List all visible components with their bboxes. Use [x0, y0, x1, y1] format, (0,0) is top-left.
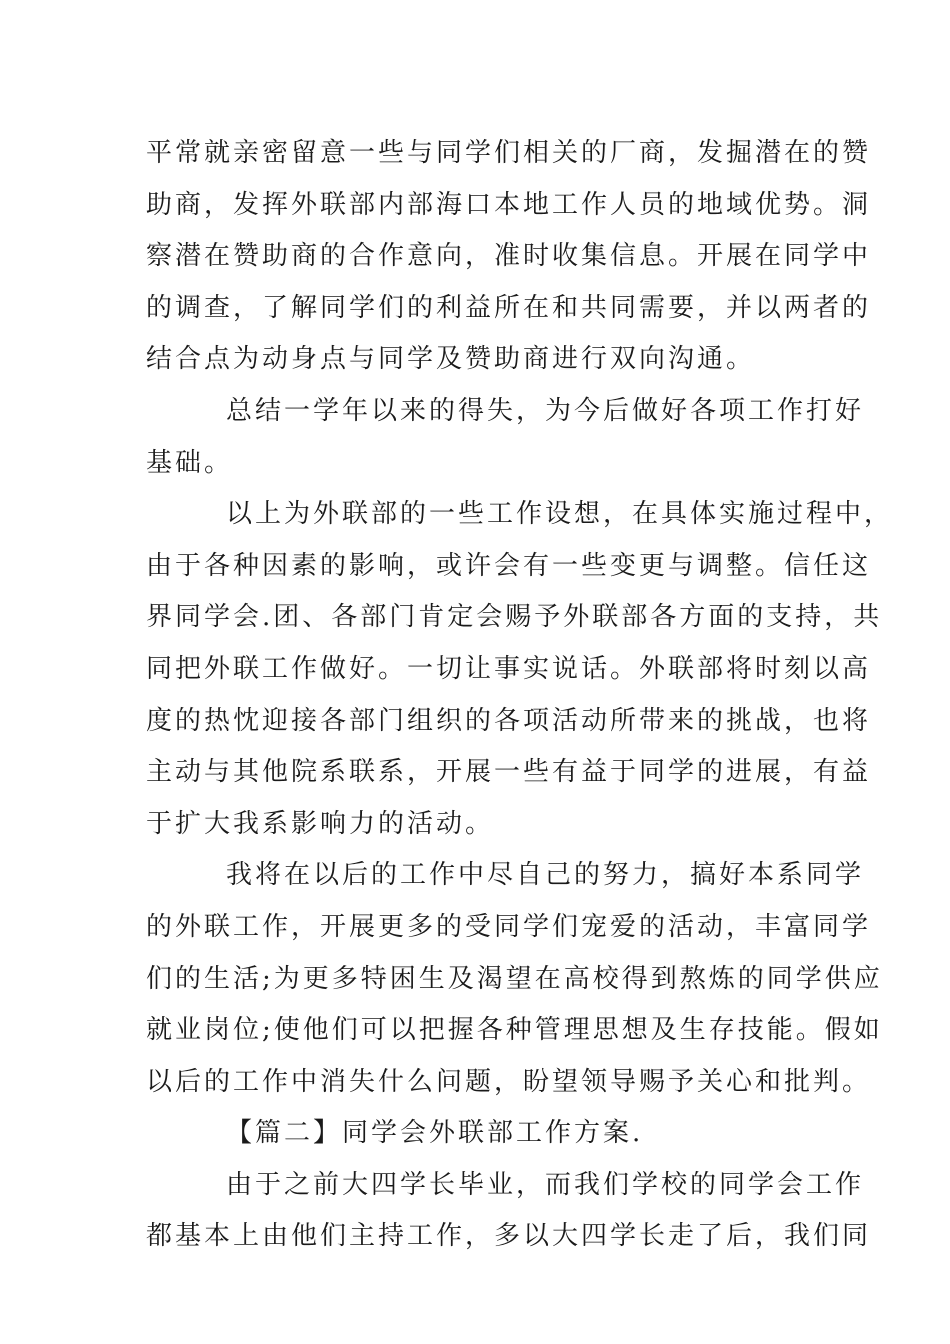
text-line: 由于之前大四学长毕业，而我们学校的同学会工作	[226, 1169, 865, 1200]
text-line: 以后的工作中消失什么问题，盼望领导赐予关心和批判。	[146, 1066, 872, 1097]
text-line: 总结一学年以来的得失，为今后做好各项工作打好	[226, 395, 865, 426]
text-line: 以上为外联部的一些工作设想，在具体实施过程中，	[226, 499, 894, 530]
text-line: 都基本上由他们主持工作，多以大四学长走了后，我们同	[146, 1221, 872, 1252]
text-line: 于扩大我系影响力的活动。	[146, 808, 495, 839]
text-line: 我将在以后的工作中尽自己的努力，搞好本系同学	[226, 860, 865, 891]
text-line: 同把外联工作做好。一切让事实说话。外联部将时刻以高	[146, 653, 872, 684]
document-body	[146, 128, 894, 1263]
text-line: 助商，发挥外联部内部海口本地工作人员的地域优势。洞	[146, 189, 872, 220]
text-line: 基础。	[146, 447, 234, 478]
text-line: 的调查，了解同学们的利益所在和共同需要，并以两者的	[146, 292, 872, 323]
text-line: 界同学会.团、各部门肯定会赐予外联部各方面的支持，共	[146, 602, 883, 633]
text-line: 结合点为动身点与同学及赞助商进行双向沟通。	[146, 344, 756, 375]
text-line: 【篇二】同学会外联部工作方案.	[226, 1118, 644, 1149]
text-line: 的外联工作，开展更多的受同学们宠爱的活动，丰富同学	[146, 911, 872, 942]
text-line: 们的生活;为更多特困生及渴望在高校得到熬炼的同学供应	[146, 963, 883, 994]
text-line: 察潜在赞助商的合作意向，准时收集信息。开展在同学中	[146, 241, 872, 272]
text-line: 就业岗位;使他们可以把握各种管理思想及生存技能。假如	[146, 1015, 883, 1046]
text-line: 平常就亲密留意一些与同学们相关的厂商，发掘潜在的赞	[146, 138, 872, 168]
text-line: 主动与其他院系联系，开展一些有益于同学的进展，有益	[146, 757, 872, 788]
text-line: 由于各种因素的影响，或许会有一些变更与调整。信任这	[146, 550, 872, 581]
text-line: 度的热忱迎接各部门组织的各项活动所带来的挑战，也将	[146, 705, 872, 736]
